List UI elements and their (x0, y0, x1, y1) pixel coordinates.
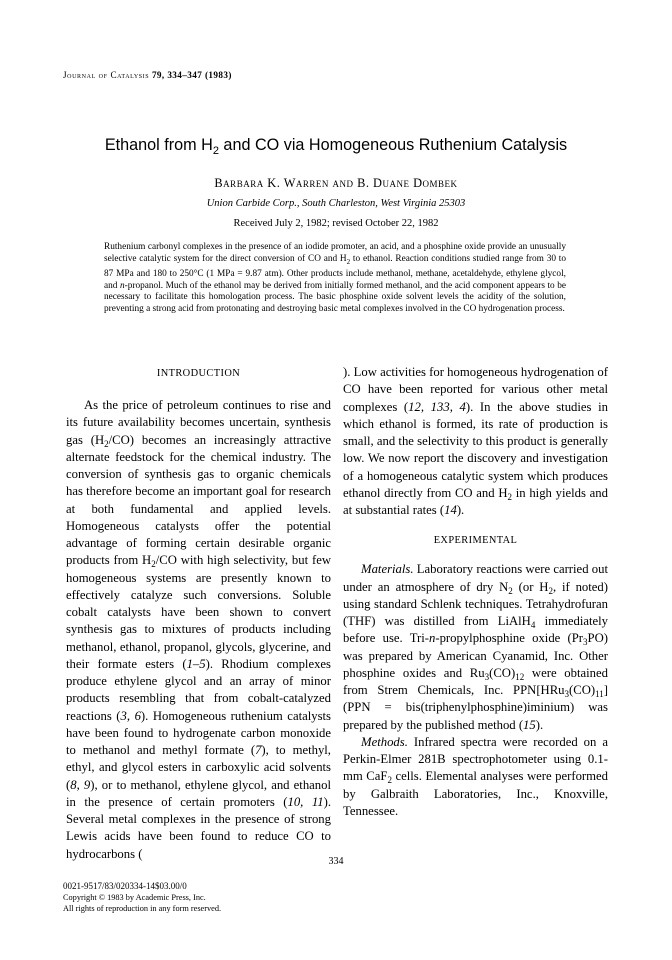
introduction-paragraph: As the price of petroleum continues to rise and its future availability becomes uncertain, synthesis gas $(H_2/CO)$ becomes an increasingly attractive alternate feedstock for the chemical industry. The conversion of synthesis gas to organic chemicals has therefore become an important goal for research at both fundamental and applied levels. Homogeneous catalysts offer the potential advantage of forming certain desirable organic products from $H_2/CO$ with high selectivity, but few homogeneous systems are presently known to effectively catalyze such conversions. Soluble cobalt catalysts have been shown to convert synthesis gas to mixtures of products including methanol, ethanol, propanol, glycols, glycerine, and their formate esters (1–5). Rhodium complexes produce ethylene glycol and an array of minor products resembling that from cobalt-catalyzed reactions (3, 6). Homogeneous ruthenium catalysts have been found to hydrogenate carbon monoxide to methanol and methyl formate (7), to methyl, ethyl, and glycol esters in carboxylic acid solvents (8, 9), or to methanol, ethylene glycol, and ethanol in the presence of certain promoters (10, 11). Several metal complexes in the presence of strong Lewis acids have been found to reduce CO to hydrocarbons ( (66, 398, 332, 861)
materials-paragraph: Materials. Laboratory reactions were carried out under an atmosphere of dry $N_2$ (or $H_2$, if noted) using standard Schlenk techniques. Tetrahydrofuran (THF) was distilled from LiAlH$_4$ immediately before use. Tri-n-propylphosphine oxide $(Pr_3PO)$ was prepared by American Cyanamid, Inc. Other phosphine oxides and $Ru_3(CO)_{12}$ were obtained from Strem Chemicals, Inc. $PPN[HRu_3(CO)_{11}] (PPN$ = bis(triphenylphosphine)iminium) was prepared by the published method (15). (343, 562, 608, 732)
footer-copyright: Copyright © 1983 by Academic Press, Inc. (63, 893, 206, 902)
journal-header (63, 71, 232, 80)
article-authors: Barbara K. Warren and B. Duane Dombek (214, 176, 458, 190)
right-column (343, 364, 608, 820)
footer-code: 0021-9517/83/020334-14$03.00/0 (63, 881, 187, 891)
received-dates: Received July 2, 1982; revised October 22, 1982 (233, 218, 439, 229)
methods-paragraph: Methods. Infrared spectra were recorded on a Perkin-Elmer 281B spectrophotometer using 0.1-mm CaF$_2$ cells. Elemental analyses were performed by Galbraith Laboratories, Inc., Knoxville, Tennessee. (343, 734, 608, 818)
left-column (66, 364, 331, 863)
footer (63, 881, 221, 914)
journal-name: Journal of Catalysis (63, 70, 150, 80)
introduction-paragraph-continued: ). Low activities for homogeneous hydrogenation of CO have been reported for various other metal complexes (12, 133, 4). In the above studies in which ethanol is formed, its rate of production is small, and the selectivity to this product is generally low. We now report the discovery and investigation of a homogeneous catalytic system which produces ethanol directly from CO and $H_2$ in high yields and at substantial rates (14). (343, 365, 609, 517)
section-heading-introduction: INTRODUCTION (156, 368, 241, 379)
journal-citation: 79, 334–347 (1983) (151, 70, 232, 80)
abstract: Ruthenium carbonyl complexes in the presence of an iodide promoter, an acid, and a phosphine oxide provide an unusually selective catalytic system for the direct conversion of CO and $H_2$ to ethanol. Reaction conditions studied range from 30 to 87 MPa and 180 to 250°C (1 MPa = 9.87 atm). Other products include methanol, methane, acetaldehyde, ethylene glycol, and n-propanol. Much of the ethanol may be derived from initially formed methanol, and the acid component appears to be necessary to facilitate this homologation process. The basic phosphine oxide solvent levels the acidity of the solution, preventing a strong acid from protonating and destroying basic metal complexes involved in the CO hydrogenation process. (104, 242, 567, 315)
footer-rights: All rights of reproduction in any form reserved. (63, 904, 222, 913)
section-heading-experimental: EXPERIMENTAL (433, 535, 518, 547)
page-number: 334 (328, 856, 344, 867)
article-title: Ethanol from $H_2$ and CO via Homogeneous Ruthenium Catalysis (104, 136, 568, 158)
author-affiliation: Union Carbide Corp., South Charleston, West Virginia 25303 (206, 198, 466, 209)
